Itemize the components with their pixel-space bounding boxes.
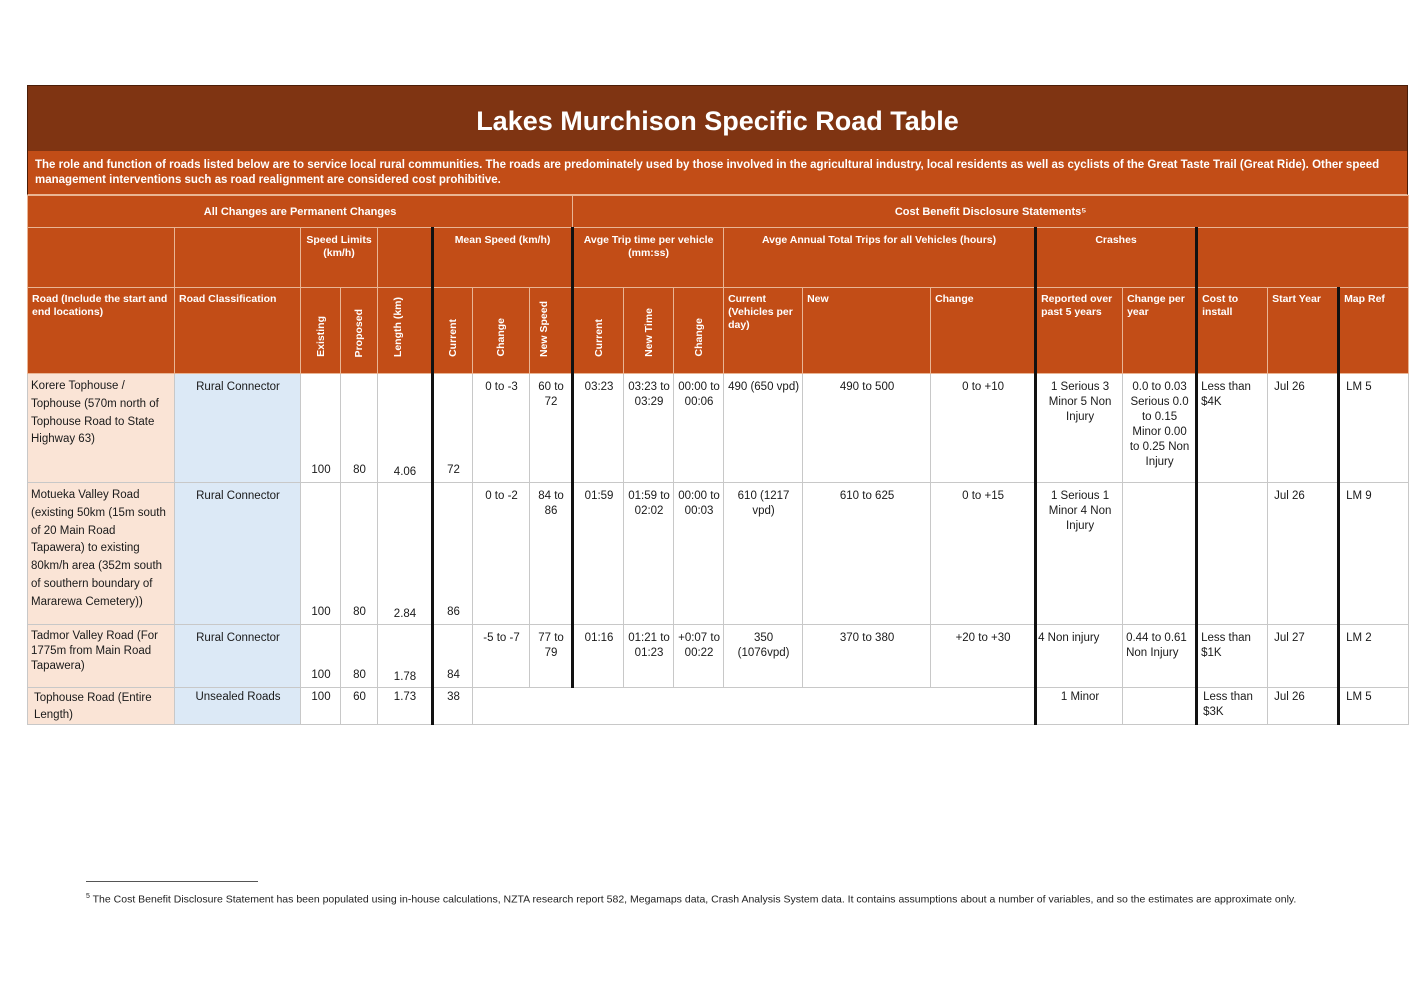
cell-empty-span (473, 688, 1036, 725)
cell-crashes-reported: 1 Serious 3 Minor 5 Non Injury (1036, 374, 1123, 483)
cell-road: Motueka Valley Road (existing 50km (15m south of 20 Main Road Tapawera) to existing 80km/h area (352m south of southern boundary of Mararewa Cemetery)) (28, 483, 175, 625)
page-title: Lakes Murchison Specific Road Table (27, 85, 1408, 151)
header-blank (1197, 228, 1409, 288)
cell-existing: 100 (301, 483, 341, 625)
footnote-text: The Cost Benefit Disclosure Statement has been populated using in-house calculations, NZTA research report 582, Megamaps data, Crash Analysis System data. It contains assumptions about a number of variables, and so the estimates are approximate only. (92, 893, 1297, 906)
column-header-crashes-reported: Reported over past 5 years (1036, 288, 1123, 374)
cell-mean-change: 0 to -3 (473, 374, 530, 483)
footnote (86, 890, 1336, 907)
cell-trips-new: 490 to 500 (803, 374, 931, 483)
road-table-panel (27, 85, 1408, 725)
cell-map-ref: LM 9 (1339, 483, 1409, 625)
cell-start-year: Jul 26 (1268, 374, 1339, 483)
group-header-cost-benefit: Cost Benefit Disclosure Statements⁵ (573, 196, 1409, 228)
cell-trip-current: 01:16 (573, 625, 624, 688)
cell-proposed: 80 (341, 483, 378, 625)
header-blank (28, 228, 175, 288)
cell-new-time: 01:21 to 01:23 (624, 625, 674, 688)
cell-trips-new: 370 to 380 (803, 625, 931, 688)
cell-trips-current: 350 (1076vpd) (724, 625, 803, 688)
column-header-new-time: New Time (624, 288, 674, 374)
cell-crashes-reported: 1 Serious 1 Minor 4 Non Injury (1036, 483, 1123, 625)
cell-crashes-reported: 1 Minor (1036, 688, 1123, 725)
subheader-crashes: Crashes (1036, 228, 1197, 288)
column-header-trips-change: Change (931, 288, 1036, 374)
cell-mean-change: -5 to -7 (473, 625, 530, 688)
cell-cost: Less than $1K (1197, 625, 1268, 688)
footnote-marker: 5 (86, 893, 90, 900)
cell-start-year: Jul 27 (1268, 625, 1339, 688)
road-table (27, 195, 1409, 725)
table-row (28, 374, 1409, 483)
subheader-trip-time: Avge Trip time per vehicle (mm:ss) (573, 228, 724, 288)
cell-existing: 100 (301, 374, 341, 483)
cell-length: 4.06 (378, 374, 433, 483)
cell-trip-change: 00:00 to 00:06 (674, 374, 724, 483)
cell-trip-current: 03:23 (573, 374, 624, 483)
cell-mean-change: 0 to -2 (473, 483, 530, 625)
cell-cost (1197, 483, 1268, 625)
table-row (28, 688, 1409, 725)
cell-new-speed: 77 to 79 (530, 625, 573, 688)
column-header-trip-current: Current (573, 288, 624, 374)
column-header-mean-current: Current (433, 288, 473, 374)
cell-start-year: Jul 26 (1268, 688, 1339, 725)
cell-road: Tadmor Valley Road (For 1775m from Main Road Tapawera) (28, 625, 175, 688)
cell-trips-change: 0 to +10 (931, 374, 1036, 483)
cell-proposed: 80 (341, 625, 378, 688)
cell-existing: 100 (301, 625, 341, 688)
cell-length: 1.78 (378, 625, 433, 688)
cell-length: 1.73 (378, 688, 433, 725)
column-header-start-year: Start Year (1268, 288, 1339, 374)
column-header-existing: Existing (301, 288, 341, 374)
subheader-annual-trips: Avge Annual Total Trips for all Vehicles (hours) (724, 228, 1036, 288)
cell-length: 2.84 (378, 483, 433, 625)
cell-crashes-reported: 4 Non injury (1036, 625, 1123, 688)
cell-trips-current: 490 (650 vpd) (724, 374, 803, 483)
cell-start-year: Jul 26 (1268, 483, 1339, 625)
column-header-crashes-change: Change per year (1123, 288, 1197, 374)
cell-proposed: 80 (341, 374, 378, 483)
column-header-map-ref: Map Ref (1339, 288, 1409, 374)
column-header-new-speed: New Speed (530, 288, 573, 374)
cell-map-ref: LM 2 (1339, 625, 1409, 688)
cell-crashes-change: 0.0 to 0.03 Serious 0.0 to 0.15 Minor 0.00 to 0.25 Non Injury (1123, 374, 1197, 483)
cell-cost: Less than $4K (1197, 374, 1268, 483)
cell-road: Korere Tophouse / Tophouse (570m north of Tophouse Road to State Highway 63) (28, 374, 175, 483)
cell-map-ref: LM 5 (1339, 688, 1409, 725)
column-header-trips-new: New (803, 288, 931, 374)
cell-mean-current: 84 (433, 625, 473, 688)
cell-trip-change: +0:07 to 00:22 (674, 625, 724, 688)
subheader-speed-limits: Speed Limits (km/h) (301, 228, 378, 288)
table-row (28, 625, 1409, 688)
column-header-trip-change: Change (674, 288, 724, 374)
cell-classification: Rural Connector (175, 483, 301, 625)
header-blank (175, 228, 301, 288)
intro-paragraph: The role and function of roads listed below are to service local rural communities. The roads are predominately used by those involved in the agricultural industry, local residents as well as cyclists of the Great Taste Trail (Great Ride). Other speed management interventions such as road realignment are considered cost prohibitive. (27, 151, 1408, 195)
column-header-classification: Road Classification (175, 288, 301, 374)
header-blank (378, 228, 433, 288)
cell-classification: Unsealed Roads (175, 688, 301, 725)
cell-new-speed: 60 to 72 (530, 374, 573, 483)
table-row (28, 483, 1409, 625)
cell-new-speed: 84 to 86 (530, 483, 573, 625)
cell-trip-change: 00:00 to 00:03 (674, 483, 724, 625)
column-header-road: Road (Include the start and end locations) (28, 288, 175, 374)
subheader-mean-speed: Mean Speed (km/h) (433, 228, 573, 288)
cell-new-time: 01:59 to 02:02 (624, 483, 674, 625)
cell-trip-current: 01:59 (573, 483, 624, 625)
cell-classification: Rural Connector (175, 625, 301, 688)
cell-crashes-change: 0.44 to 0.61 Non Injury (1123, 625, 1197, 688)
column-header-trips-current: Current (Vehicles per day) (724, 288, 803, 374)
cell-mean-current: 86 (433, 483, 473, 625)
column-header-mean-change: Change (473, 288, 530, 374)
cell-crashes-change (1123, 688, 1197, 725)
cell-map-ref: LM 5 (1339, 374, 1409, 483)
footnote-divider (86, 881, 258, 882)
cell-trips-new: 610 to 625 (803, 483, 931, 625)
cell-classification: Rural Connector (175, 374, 301, 483)
cell-new-time: 03:23 to 03:29 (624, 374, 674, 483)
cell-trips-change: 0 to +15 (931, 483, 1036, 625)
group-header-permanent-changes: All Changes are Permanent Changes (28, 196, 573, 228)
cell-trips-current: 610 (1217 vpd) (724, 483, 803, 625)
cell-cost: Less than $3K (1197, 688, 1268, 725)
cell-mean-current: 38 (433, 688, 473, 725)
cell-road: Tophouse Road (Entire Length) (28, 688, 175, 725)
cell-mean-current: 72 (433, 374, 473, 483)
column-header-cost: Cost to install (1197, 288, 1268, 374)
cell-proposed: 60 (341, 688, 378, 725)
cell-crashes-change (1123, 483, 1197, 625)
cell-existing: 100 (301, 688, 341, 725)
column-header-proposed: Proposed (341, 288, 378, 374)
column-header-length: Length (km) (378, 288, 433, 374)
cell-trips-change: +20 to +30 (931, 625, 1036, 688)
